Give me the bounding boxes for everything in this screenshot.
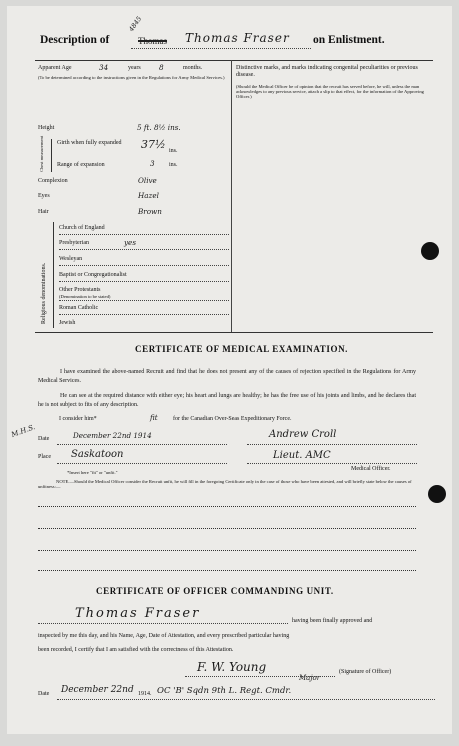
- months-label: months.: [183, 65, 203, 71]
- section-bottom-rule: [35, 332, 433, 333]
- religious-denominations-label: Religious denominations.: [41, 262, 47, 324]
- eyes-value: Hazel: [138, 191, 159, 200]
- unfitness-line-3: [38, 550, 416, 551]
- commanding-date-value: December 22nd: [61, 685, 134, 695]
- commanding-name-line: [38, 623, 288, 624]
- medical-place-label: Place: [38, 454, 51, 460]
- unfitness-line-4: [38, 570, 416, 571]
- expansion-value: 3: [150, 159, 155, 168]
- religion-dotted-6: [59, 314, 229, 315]
- girth-value: 37½: [141, 138, 166, 151]
- chest-label: Chest measurement: [39, 135, 44, 172]
- medical-officer-signature: Andrew Croll: [269, 429, 337, 440]
- age-note: (To be determined according to the instructions given in the Regulations for Army Medical Services.): [38, 75, 225, 80]
- medical-officer-rank-line: [247, 463, 417, 464]
- column-divider: [231, 60, 232, 332]
- complexion-label: Complexion: [38, 178, 68, 184]
- commanding-heading: CERTIFICATE OF OFFICER COMMANDING UNIT.: [96, 586, 334, 596]
- presbyterian-value: yes: [124, 238, 137, 247]
- expansion-unit: ins.: [169, 162, 178, 168]
- consider-suffix: for the Canadian Over-Seas Expeditionary Force.: [173, 416, 292, 422]
- religion-dotted-1: [59, 234, 229, 235]
- commanding-unit-value: OC 'B' Sqdn 9th L. Regt. Cmdr.: [157, 686, 292, 696]
- distinctive-note: (Should the Medical Officer be of opinion that the recruit has served before, he will, unless the man acknowledges to any previous service, attach a slip to that effect, for the information of the Approving Officer.): [236, 84, 424, 100]
- apparent-age-label: Apparent Age: [38, 65, 72, 71]
- religion-bracket: [53, 222, 58, 328]
- medical-place-line: [57, 463, 227, 464]
- medical-officer-rank: Lieut. AMC: [273, 450, 331, 461]
- religion-dotted-5: [59, 300, 229, 301]
- other-protestants-note: (Denomination to be stated): [59, 294, 111, 299]
- commanding-text-1: having been finally approved and: [292, 618, 373, 624]
- commanding-signature-line: [185, 676, 335, 677]
- attestation-back-page: [7, 6, 452, 734]
- religion-other-protestants: Other Protestants: [59, 287, 101, 293]
- commanding-signature: F. W. Young: [197, 660, 267, 674]
- medical-date-label: Date: [38, 436, 50, 442]
- religion-dotted-3: [59, 265, 229, 266]
- expansion-label: Range of expansion: [57, 162, 105, 168]
- margin-initials: M.H.S.: [10, 423, 37, 439]
- medical-heading: CERTIFICATE OF MEDICAL EXAMINATION.: [135, 344, 349, 354]
- commanding-date-label: Date: [38, 691, 50, 697]
- distinctive-marks-label: Distinctive marks, and marks indicating congenital peculiarities or previous disease.: [236, 65, 418, 78]
- chest-bracket: [51, 139, 56, 172]
- religion-presbyterian: Presbyterian: [59, 240, 89, 246]
- religion-church-of-england: Church of England: [59, 225, 105, 231]
- title-prefix: Description of: [40, 34, 110, 46]
- fit-value: fit: [150, 413, 158, 422]
- commanding-name-value: Thomas Fraser: [75, 606, 201, 621]
- binder-hole-top: [421, 242, 439, 260]
- age-months: 8: [159, 63, 164, 72]
- handwritten-name: Thomas Fraser: [185, 31, 290, 45]
- age-years: 34: [99, 63, 109, 72]
- eyes-label: Eyes: [38, 193, 50, 199]
- commanding-year-printed: 1914.: [138, 691, 152, 697]
- religion-wesleyan: Wesleyan: [59, 256, 83, 262]
- medical-date-value: December 22nd 1914: [73, 431, 152, 440]
- commanding-text-2: inspected by me this day, and his Name, Age, Date of Attestation, and every prescribed particular having: [38, 633, 290, 639]
- religion-baptist: Baptist or Congregationalist: [59, 272, 127, 278]
- complexion-value: Olive: [138, 176, 157, 185]
- religion-dotted-2: [59, 249, 229, 250]
- commanding-signature-label: (Signature of Officer): [339, 669, 392, 675]
- insert-note: *Insert here "fit" or "unfit.": [67, 470, 118, 475]
- hair-value: Brown: [138, 207, 162, 216]
- religion-jewish: Jewish: [59, 320, 76, 326]
- medical-date-line: [57, 444, 227, 445]
- religion-roman-catholic: Roman Catholic: [59, 305, 99, 311]
- consider-prefix: I consider him*: [59, 416, 97, 422]
- title-suffix: on Enlistment.: [313, 34, 385, 46]
- unfitness-line-2: [38, 528, 416, 529]
- medical-place-value: Saskatoon: [71, 449, 124, 460]
- hair-label: Hair: [38, 209, 49, 215]
- title-dotted-line: [131, 48, 311, 49]
- girth-unit: ins.: [169, 148, 178, 154]
- height-label: Height: [38, 125, 55, 131]
- struck-word: Thomas: [138, 36, 167, 46]
- nota-note: NOTE.—Should the Medical Officer consider the Recruit unfit, he will fill in the foregoing Certificate only in the case of those who have been attested, and will briefly state below the causes of unfitness:—: [38, 479, 412, 490]
- religion-dotted-4: [59, 281, 229, 282]
- unfitness-line-1: [38, 506, 416, 507]
- commanding-date-line: [57, 699, 435, 700]
- medical-officer-label: Medical Officer.: [351, 466, 391, 472]
- medical-para-2: He can see at the required distance with either eye; his heart and lungs are healthy; he has the free use of his joints and limbs, and he declares that he is not subject to fits of any description.: [38, 393, 416, 408]
- commanding-text-3: been recorded, I certify that I am satisfied with the correctness of this Attestation.: [38, 647, 234, 653]
- medical-para-1: I have examined the above-named Recruit and find that he does not present any of the causes of rejection specified in the Regulations for Army Medical Services.: [38, 369, 416, 384]
- top-rule: [35, 60, 433, 61]
- height-value: 5 ft. 8½ ins.: [137, 123, 181, 132]
- binder-hole-bottom: [428, 485, 446, 503]
- years-label: years: [128, 65, 141, 71]
- medical-officer-sig-line: [247, 444, 417, 445]
- margin-number: 4845: [127, 14, 144, 34]
- commanding-rank: Major: [299, 674, 321, 682]
- girth-label: Girth when fully expanded: [57, 140, 122, 146]
